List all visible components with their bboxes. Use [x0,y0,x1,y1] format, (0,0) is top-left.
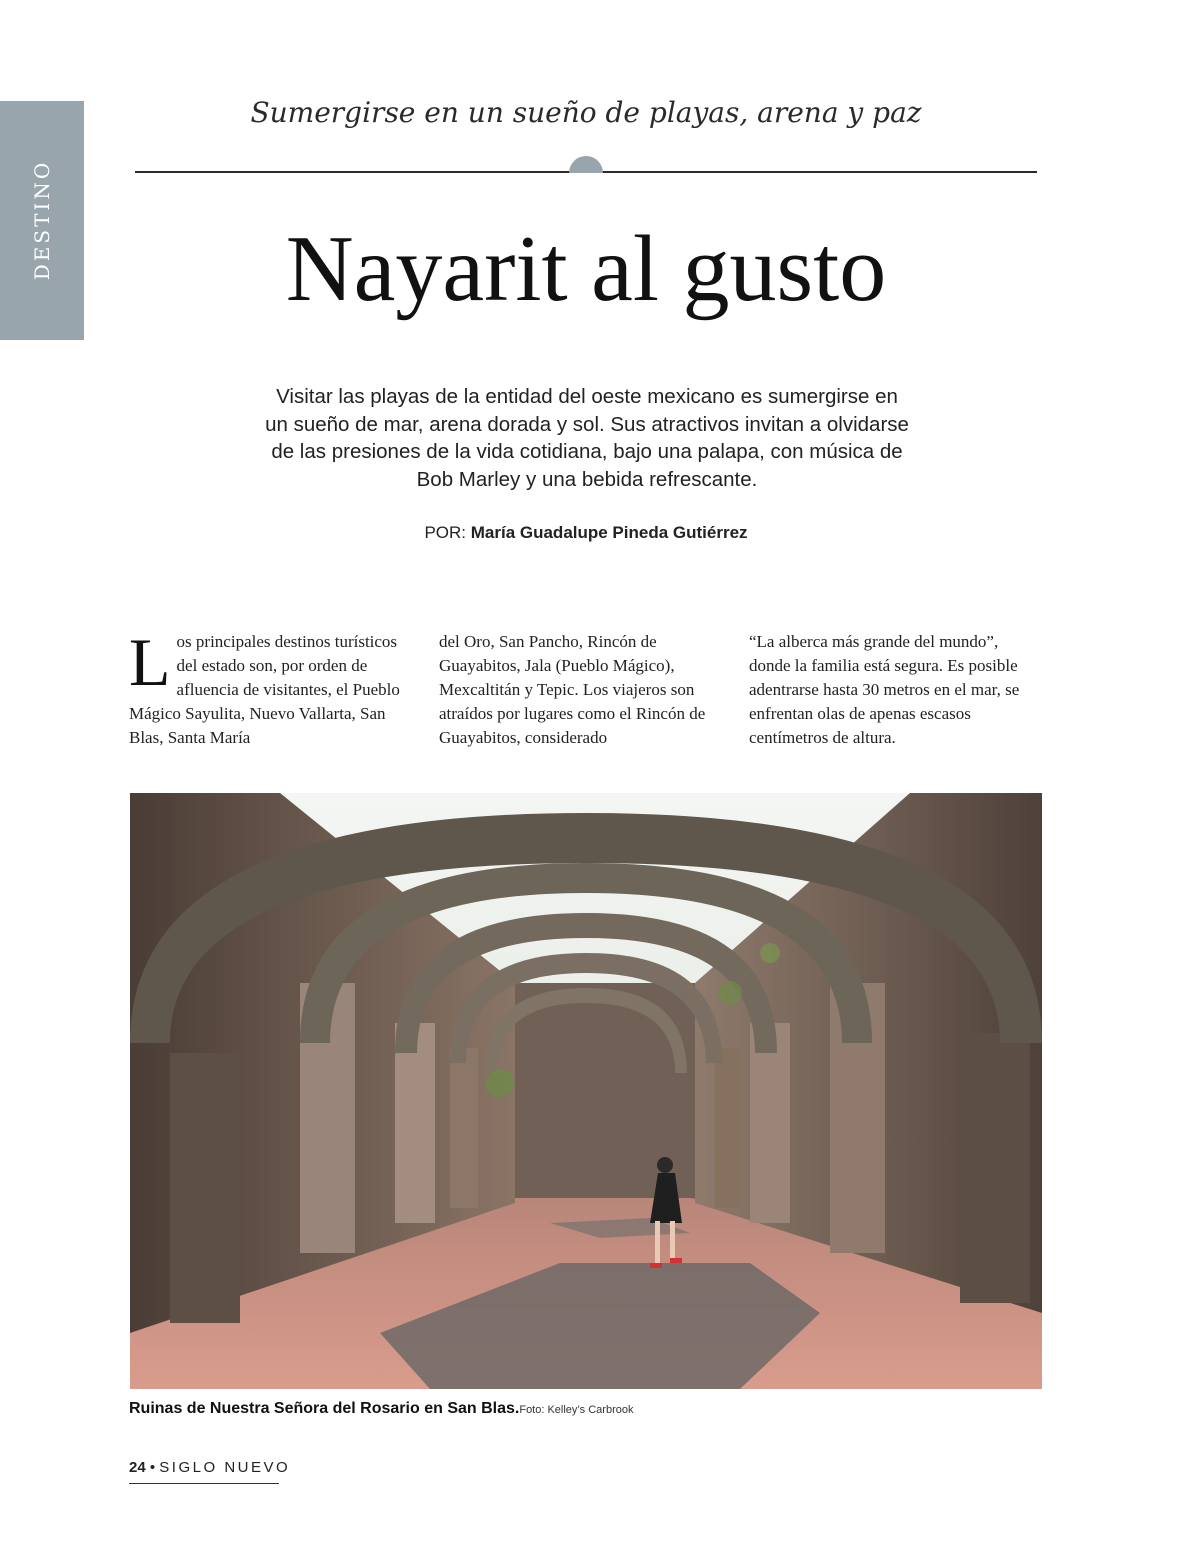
body-column-3 [749,630,1035,750]
body-columns [129,624,1037,755]
body-column-1-text: os principales destinos turísticos del estado son, por orden de afluencia de visitantes, el Pueblo Mágico Sayulita, Nuevo Vallarta, San Blas, Santa María [129,632,400,747]
caption-credit: Foto: Kelley’s Carbrook [519,1404,634,1416]
kicker: Sumergirse en un sueño de playas, arena y paz [250,96,922,129]
publication-name: SIGLO NUEVO [159,1459,291,1476]
body-column-3-text: “La alberca más grande del mundo”, donde la familia está segura. Es posible adentrarse hasta 30 metros en el mar, se enfrentan olas de apenas escasos centímetros de altura. [749,632,1020,747]
folio-separator: • [149,1459,156,1476]
rule-ornament [569,156,603,173]
photo-caption [129,1398,633,1418]
byline-prefix: POR: [424,523,466,542]
photo-illustration [130,793,1042,1389]
folio-rule [129,1483,279,1484]
body-column-2 [439,630,725,750]
headline: Nayarit al gusto [285,217,887,321]
ruins-arches-photo [130,793,1042,1389]
caption-text: Ruinas de Nuestra Señora del Rosario en San Blas. [129,1400,520,1417]
section-label: DESTINO [30,159,54,281]
drop-cap: L [129,624,171,700]
body-column-2-text: del Oro, San Pancho, Rincón de Guayabitos, Jala (Pueblo Mágico), Mexcaltitán y Tepic. Los viajeros son atraídos por lugares como el Rincón de Guayabitos, considerado [439,632,706,747]
folio [129,1459,290,1476]
page-number: 24 [129,1459,146,1476]
deck-paragraph: Visitar las playas de la entidad del oeste mexicano es sumergirse en un sueño de mar, arena dorada y sol. Sus atractivos invitan a olvidarse de las presiones de la vida cotidiana, bajo una palapa, con música de Bob Marley y una bebida refrescante. [265,385,909,491]
byline-author: María Guadalupe Pineda Gutiérrez [470,523,748,542]
body-column-1 [129,624,415,750]
byline [135,523,1037,543]
